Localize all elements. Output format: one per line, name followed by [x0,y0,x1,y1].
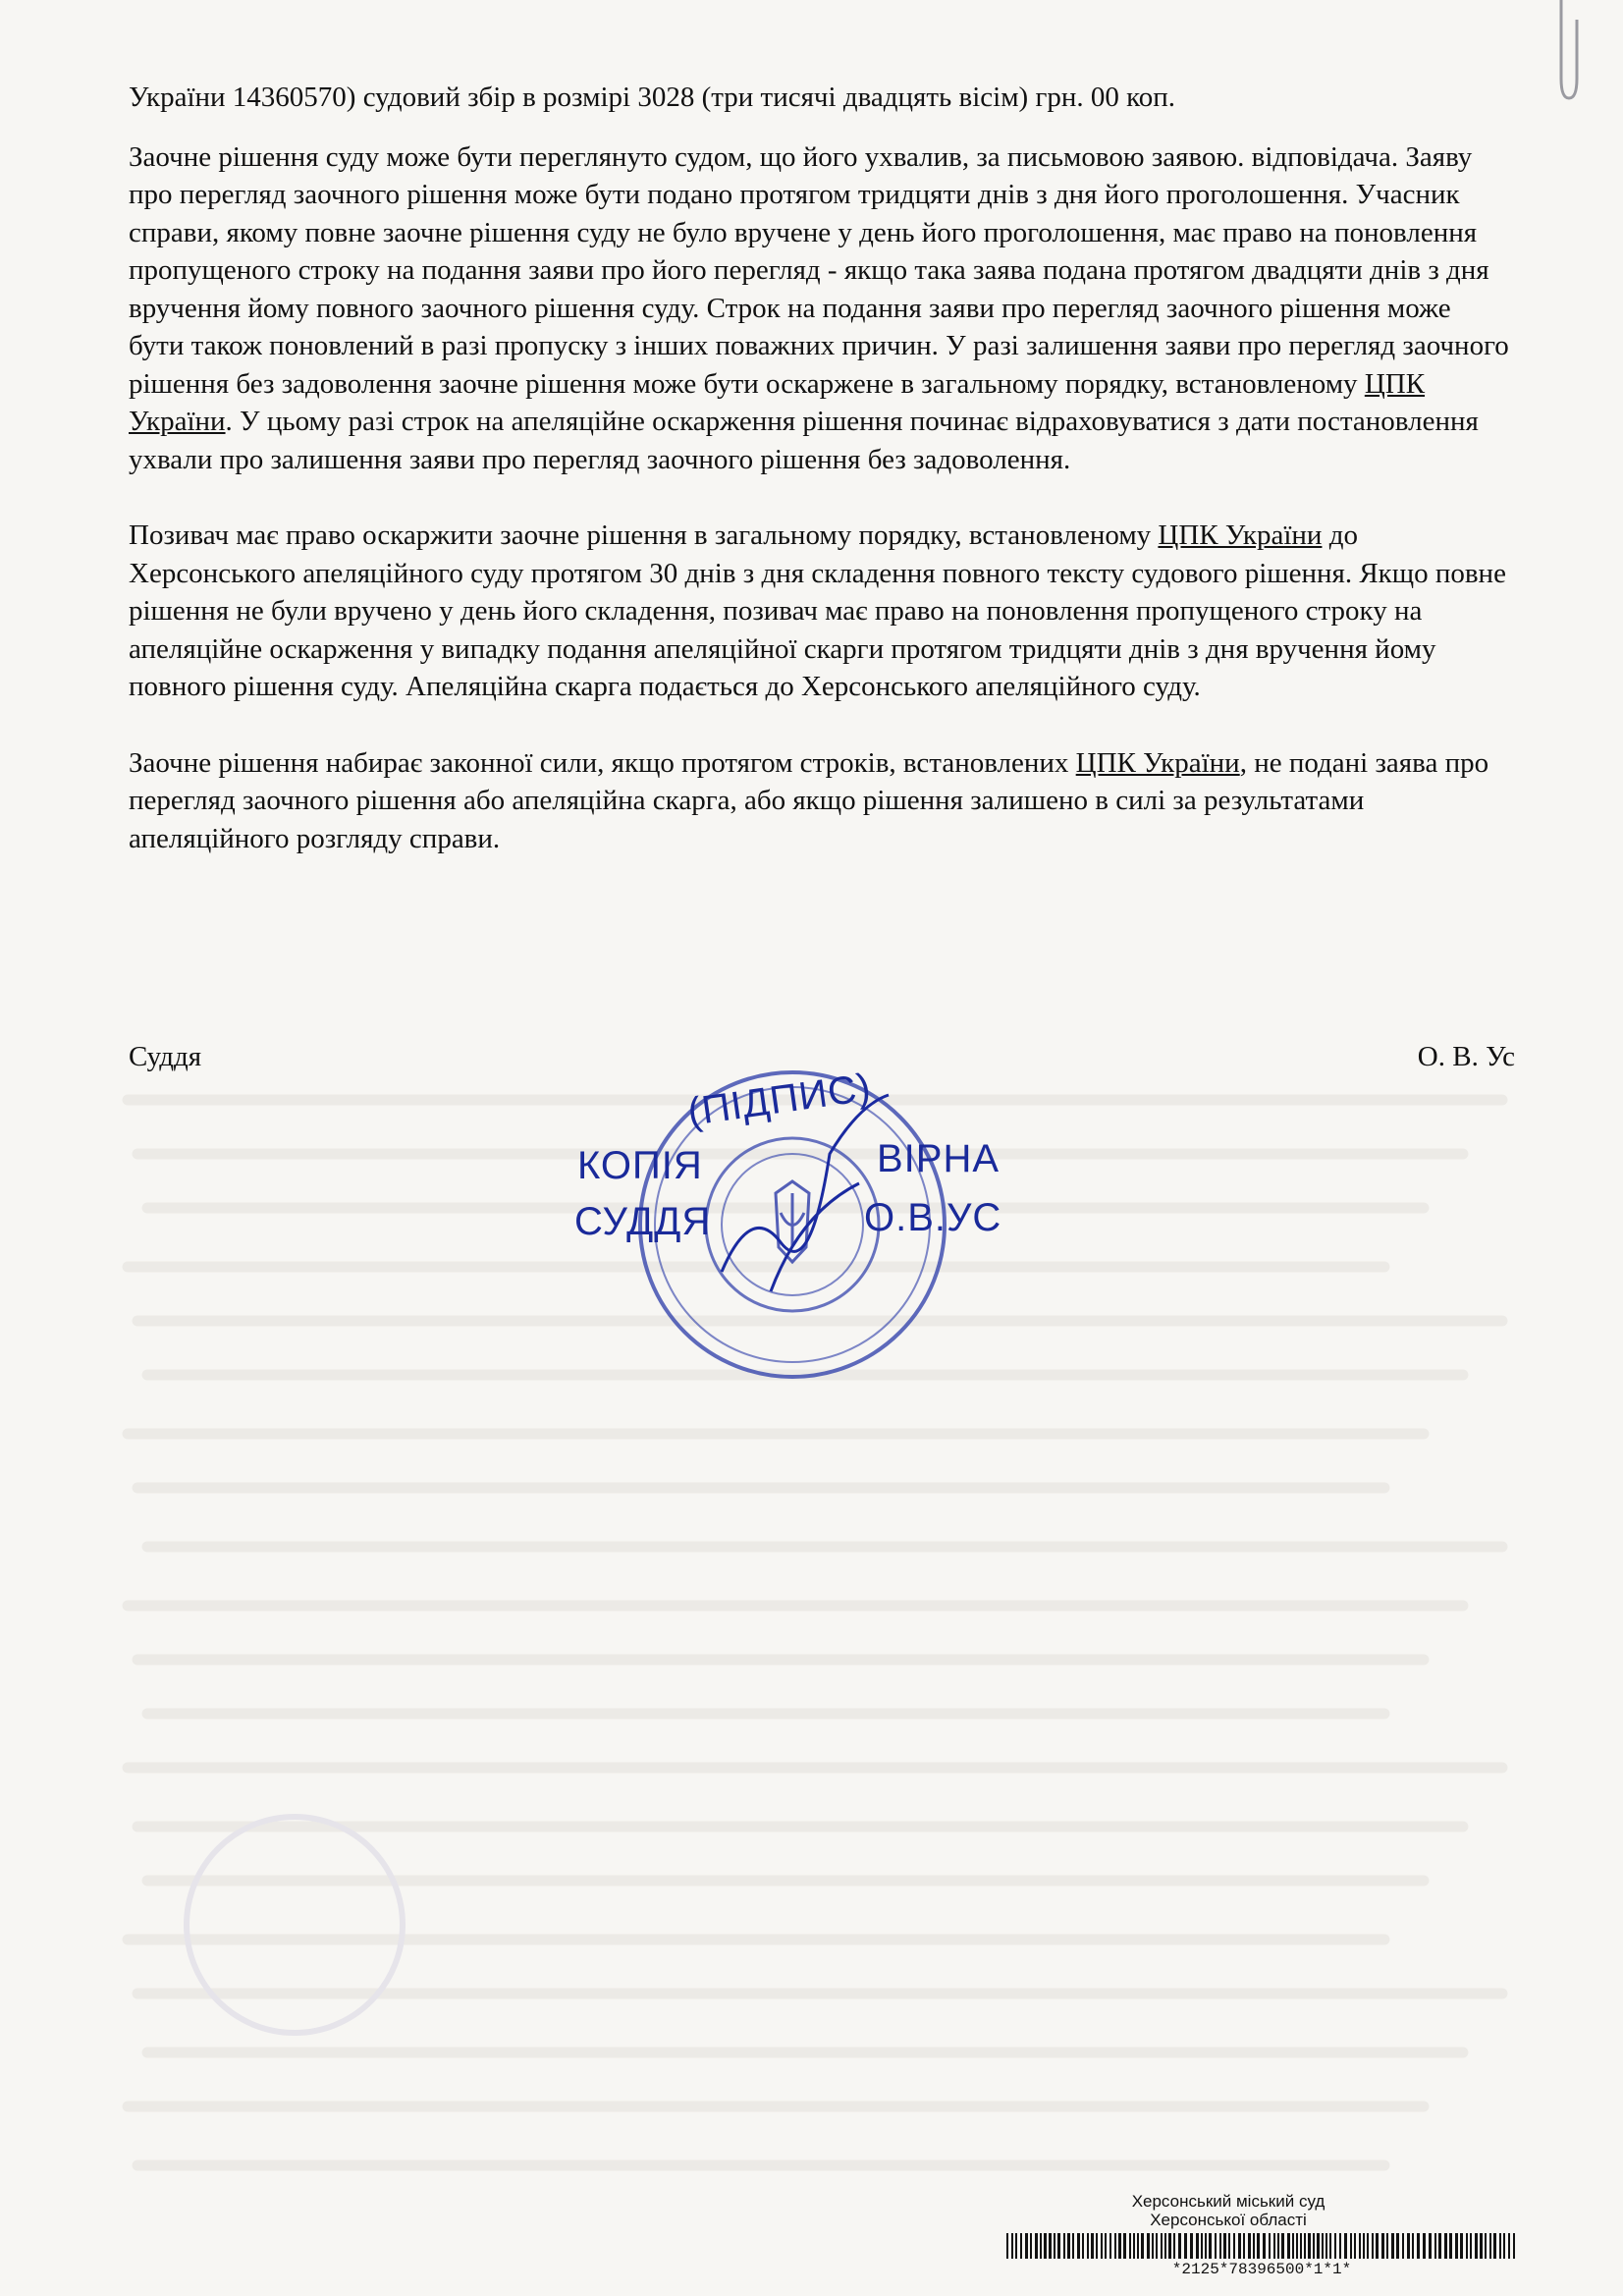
paper-clip-mark [1549,0,1579,118]
paragraph-text: до Херсонського апеляційного суду протягом 30 днів з дня складення повного тексту судового рішення. Якщо повне рішення не були вручено у день його складення, позивач має право на поновлення пропущеного строку на апеляційне оскарження у випадку подання апеляційної скарги протягом тридцяти днів з дня вручення йому повного рішення суду. Апеляційна скарга подається до Херсонського апеляційного суду. [129,519,1506,702]
paragraph-text: Заочне рішення набирає законної сили, якщо протягом строків, встановлених [129,746,1076,779]
court-footer [1101,2192,1356,2229]
paragraph-text: Заочне рішення суду може бути переглянуто судом, що його ухвалив, за письмовою заявою. відповідача. Заяву про перегляд заочного рішення може бути подано протягом тридцяти днів з дня його проголошення. Учасник справи, якому повне заочне рішення суду не було вручене у день його проголошення, має право на поновлення пропущеного строку на подання заяви про його перегляд - якщо така заява подана протягом двадцяти днів з дня вручення йому повного заочного рішення суду. Строк на подання заяви про перегляд заочного рішення може бути також поновлений в разі пропуску з інших поважних причин. У разі залишення заяви про перегляд заочного рішення без задоволення заочне рішення може бути оскаржене в загальному порядку, встановленому [129,140,1509,400]
paragraph-text: України 14360570) судовий збір в розмірі 3028 (три тисячі двадцять вісім) грн. 00 коп. [129,82,1176,113]
document-body [129,79,1513,896]
stamp-signature-label: (ПІДПИС) [684,1066,875,1134]
paragraph-text: , не подані заява про перегляд заочного рішення або апеляційна скарга, або якщо рішення залишено в силі за результатами апеляційного розгляду справи. [129,746,1489,854]
paragraph-text: . У цьому разі строк на апеляційне оскарження рішення починає відраховуватися з дати постановлення ухвали про залишення заяви про перегляд заочного рішення без задоволення. [129,406,1479,475]
judge-name: О. В. Ус [1417,1041,1515,1072]
stamp-judge-label: СУДДЯ [574,1200,712,1243]
cpk-ukraine-link[interactable]: ЦПК України [129,367,1426,437]
court-region: Херсонської області [1150,2211,1307,2229]
paragraph-appeal-right [129,517,1513,706]
document-barcode [1006,2233,1517,2259]
paragraph-text: Позивач має право оскаржити заочне рішення в загальному порядку, встановленому [129,519,1159,551]
cpk-ukraine-link[interactable]: ЦПК України [1075,746,1240,779]
cpk-ukraine-link[interactable]: ЦПК України [1158,519,1323,551]
paragraph-court-fee [129,79,1513,117]
paragraph-legal-force [129,744,1513,858]
barcode-number: *2125*78396500*1*1* [1171,2261,1352,2278]
stamp-true-label: ВІРНА [877,1137,1001,1180]
stamp-judge-name: О.В.УС [864,1196,1002,1239]
court-name: Херсонський міський суд [1131,2192,1325,2211]
stamp-copy-label: КОПІЯ [577,1144,703,1187]
judge-role: Суддя [129,1041,202,1072]
paragraph-review-procedure [129,138,1513,479]
